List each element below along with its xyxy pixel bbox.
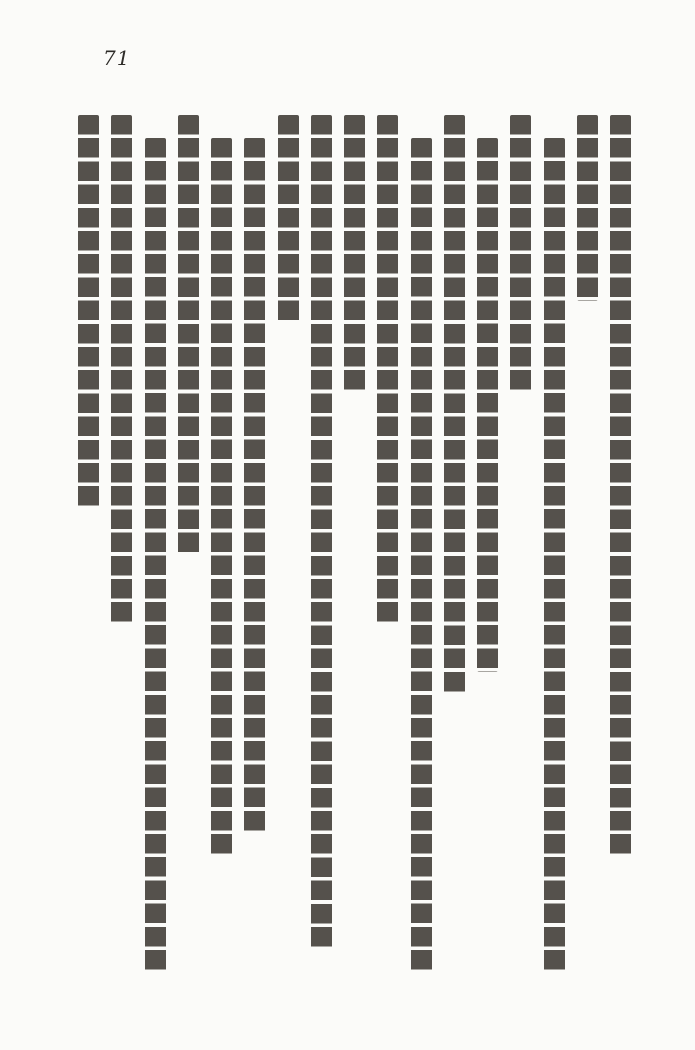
text-line-16 xyxy=(111,115,132,625)
text-line-5 xyxy=(477,138,498,672)
vertical-text-block xyxy=(77,115,631,951)
text-line-17 xyxy=(78,115,99,509)
text-line-13 xyxy=(211,138,232,857)
text-line-8 xyxy=(377,115,398,625)
text-line-2 xyxy=(577,115,598,301)
text-line-1 xyxy=(610,115,631,857)
text-line-10 xyxy=(311,115,332,950)
text-line-6 xyxy=(444,115,465,695)
text-line-15 xyxy=(145,138,166,973)
text-line-3 xyxy=(544,138,565,973)
text-line-14 xyxy=(178,115,199,556)
text-line-4 xyxy=(510,115,531,393)
text-line-12 xyxy=(244,138,265,834)
text-line-7 xyxy=(411,138,432,973)
text-line-11 xyxy=(278,115,299,324)
text-line-9 xyxy=(344,115,365,393)
page-number: 71 xyxy=(103,46,131,70)
